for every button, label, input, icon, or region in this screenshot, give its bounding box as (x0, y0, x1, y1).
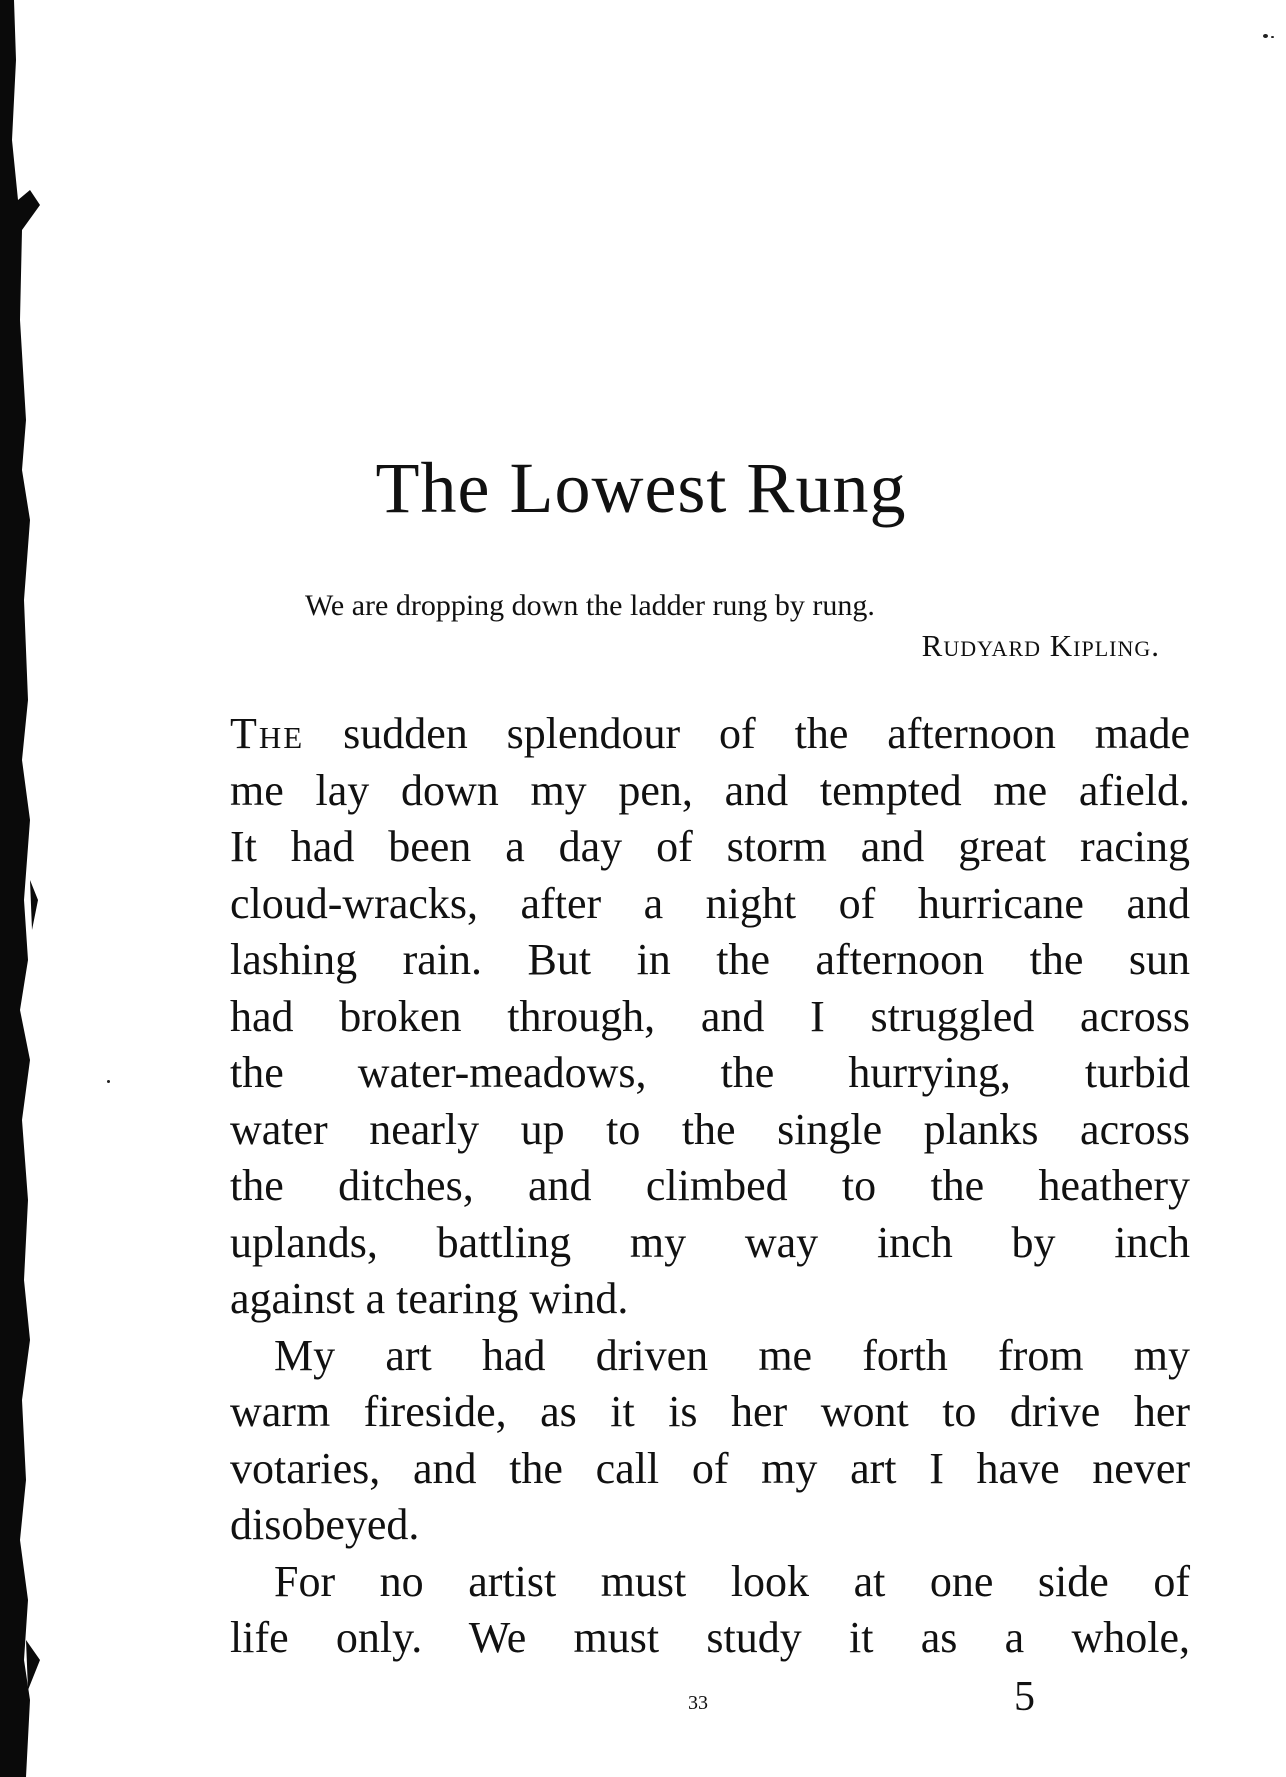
text-line: had broken through, and I struggled across (230, 991, 1190, 1041)
paragraph (230, 706, 1190, 1328)
epigraph-quote: We are dropping down the ladder rung by rung. (305, 589, 875, 622)
text-line: disobeyed. (230, 1500, 420, 1549)
text-line: warm fireside, as it is her wont to drive her (230, 1387, 1190, 1436)
chapter-title: The Lowest Rung (375, 448, 907, 528)
paragraph (230, 1328, 1190, 1554)
text-line: against a tearing wind. (230, 1274, 629, 1323)
text-line: votaries, and the call of my art I have never (230, 1443, 1190, 1493)
text-line: life only. We must study it as a whole, (230, 1613, 1190, 1662)
epigraph (305, 586, 1160, 666)
body-text (230, 706, 1190, 1667)
text-line: For no artist must look at one side of (274, 1556, 1190, 1606)
text-line: It had been a day of storm and great racing (230, 822, 1190, 871)
scan-speck (107, 1080, 110, 1083)
text-line: me lay down my pen, and tempted me afield. (230, 765, 1190, 815)
text-line: lashing rain. But in the afternoon the sun (230, 935, 1190, 984)
text-line: the ditches, and climbed to the heathery (230, 1161, 1190, 1210)
opening-word: The (230, 709, 305, 758)
scan-speck (1263, 34, 1268, 38)
text-line: water nearly up to the single planks across (230, 1104, 1190, 1154)
text-line: cloud-wracks, after a night of hurricane and (230, 878, 1190, 928)
text-line: The sudden splendour of the afternoon made (230, 709, 1190, 758)
binding-edge (0, 0, 44, 1777)
scan-speck (1271, 36, 1274, 38)
signature-mark: 33 (688, 1692, 708, 1714)
paragraph (230, 1554, 1190, 1667)
text-line: the water-meadows, the hurrying, turbid (230, 1048, 1190, 1097)
page-number: 5 (1014, 1674, 1035, 1720)
epigraph-author: Rudyard Kipling. (921, 628, 1160, 663)
binding-shadow-graphic (0, 0, 44, 1777)
text-line: My art had driven me forth from my (274, 1330, 1190, 1380)
text-line: uplands, battling my way inch by inch (230, 1217, 1190, 1267)
